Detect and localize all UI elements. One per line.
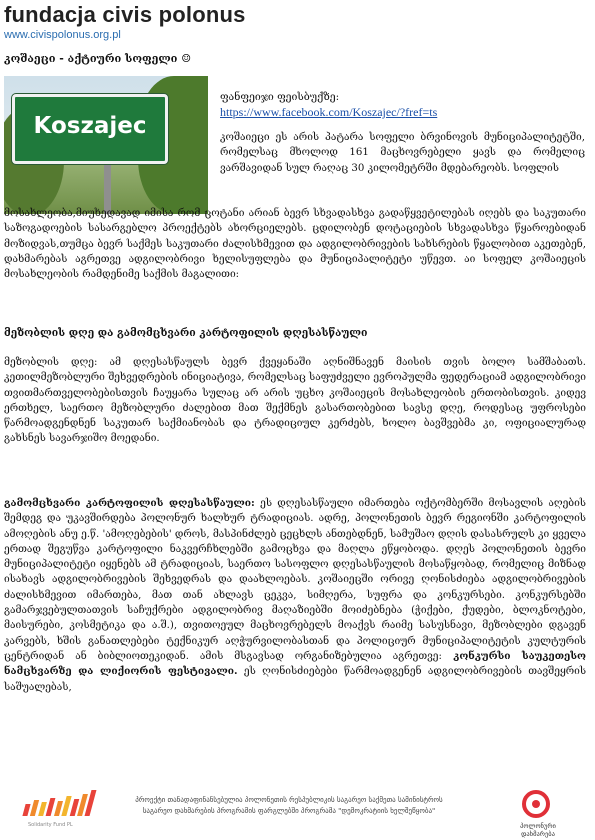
org-url[interactable]: www.civispolonus.org.pl bbox=[4, 29, 121, 41]
section-heading: მეზობლის დღე და გამომცხვარი კარტოფილის დღესასწაული bbox=[4, 327, 368, 339]
intro-paragraph-rest: მოსახლეობა,მიუხედავად იმისა რომ ცოტანი არიან ბევრ სხვადასხვა გადაწყვეტილებას იღებს და საკუთარი საზოგადოების სასარგებლო პროექტებს ახორციელებს. ცდილობენ დოტაციების სხვადასხვა წყაროებიდან მოზიდვას,თუმცა ბევრ საქმეს საკუთარი ძალისხმევით და ადგილობრივების სახსრების წყალობით აკეთებენ, დახმარებას აგრეთვე ადგილობრივი ხელისუფლება და მუნიციპალიტეტი უწევთ. აი სოფელ კოშაიეცის მოსახლეობის რამდენიმე საქმის მაგალითი: bbox=[4, 208, 586, 281]
village-sign-text: Koszajec bbox=[33, 113, 147, 139]
solidarity-fund-logo bbox=[22, 792, 100, 828]
facebook-label: ფანფეიჯი ფეისბუქზე: bbox=[220, 91, 340, 103]
intro-paragraph-top: კოშაიეცი ეს არის პატარა სოფელი ბრვინოვის მუნიციპალიტეტში, რომელსაც მხოლოდ 161 მაცხოვრებელი ყავს და რომელიც ვარშავიდან სულ რაღაც 30 კილომეტრში მდებარეობს. სოფლის bbox=[220, 132, 585, 174]
polish-aid-icon bbox=[522, 790, 550, 818]
facebook-link[interactable]: https://www.facebook.com/Koszajec/?fref=ts bbox=[220, 105, 438, 119]
potato-festival-body: ეს დღესასწაული იმართება ოქტომბერში მოსავლის აღების შემდეგ და უკავშირდება პოლონურ ხალხურ ტრადიციას. ადრე, პოლონეთის ბევრ რეგიონში კარტოფილის ამოღების ანუ ე.წ. 'ამოღებების' დროს, მასპინძლებ ცეცხლს ანთებდნენ, სამუშაო დღის დასასრულს კი ყველა ერთად შეგუწვა კარტოფილი ნაკვერჩხლებში გამოცხვა და მაღლა ეწყობოდა. დღეს პოლონეთის ბევრი მუნიციპალიტეტი იყენებს ამ ტრადიციას, საერთო სასოფლო დღესასწაულის მოსაწყობად, რომელიც მიზნად ისახავს ადგილობრივების შეხვედრას და დაახლოებას. კოშაიეცში ორივე ღონისძიება ადგილობრივების ძალისხმევით იმართება, მათ თან ახლავს ცეკვა, სიმღერა, სუფრა და კონკურსები. კონკურსებში გამარჯვებულთათვის საჩუქრები ადგილობრივ მაღაზიებში მოიძებნება (ჭიქები, ქუდები, ბლოკნოტები, მაისურები, კოსმეტიკა და ა.შ.), თვითოეულ მაცხოვრებელს მოაქვს რაიმე სასუსნავი, მეზობლები დგავენ კარვებს, ხშის განათლებები ტექნიკურ აღჭურვილობასთან და პოლიციურ მუნიციპალიტეტის კულტურის ცენტრიდან ან ბიბლიოთეკიდან. ამის მსგავსად ორგანიზებულია აგრეთვე: bbox=[4, 498, 587, 662]
contest-highlight: კონკურსი საუკეთესო ნამცხვარზე და ლიქიორის ფესტივალი. bbox=[4, 649, 587, 678]
page-title: კოშაეცი - აქტიური სოფელი ☺ bbox=[4, 52, 192, 65]
koszajec-sign-photo bbox=[4, 76, 208, 214]
neighbors-day-paragraph: მეზობლის დღე: ამ დღესასწაულს ბევრ ქვეყანაში აღნიშნავენ მაისის თვის ბოლო სამშაბათს. კეთილმეზობლური შეხვედრების ინიციატივა, რომელსაც საფუძველი ევროპულმა ფედერაციამ ადგილობრივი თვითმართველობებისთვის ჩაუყარა სულაც არ არის უცხო კოშაიეცის მოსახლეობის ერთობისთვის. კიდევ ერთხელ, საერთო მეზობლური ძალებით მათ შექმნეს გასართობებით სავსე დღე, როდესაც უფროსები წარმოადგენდნენ საკუთარ საქმიანობას და ტრადიციულ კერძებს, ხოლო ბავშვებმა კი, ოფიციალურად გახსნეს სავარჯიშო მოედანი. bbox=[4, 357, 586, 445]
funding-statement: პროექტი თანადაფინანსებულია პოლონეთის რესპუბლიკის საგარეო საქმეთა სამინისტროს საგარეო დახმარების პროგრამის ფარგლებში პროგრამა "დემოკრატიის ხელშეწყობა" bbox=[135, 796, 443, 815]
polish-aid-label: პოლონური დახმარება bbox=[520, 822, 556, 838]
potato-festival-lead: გამომცხვარი კარტოფილის დღესასწაული: bbox=[4, 497, 255, 509]
org-title: fundacja civis polonus bbox=[4, 2, 246, 27]
potato-festival-paragraph bbox=[4, 496, 586, 695]
potato-festival-tail: ეს ღონისძიებები წარმოადგენენ ადგილობრივების თავშეყრის საშუალებას, bbox=[4, 666, 586, 693]
solidarity-fund-label: Solidarity Fund PL bbox=[28, 822, 73, 828]
polish-aid-logo bbox=[508, 790, 568, 838]
village-sign bbox=[12, 94, 168, 164]
